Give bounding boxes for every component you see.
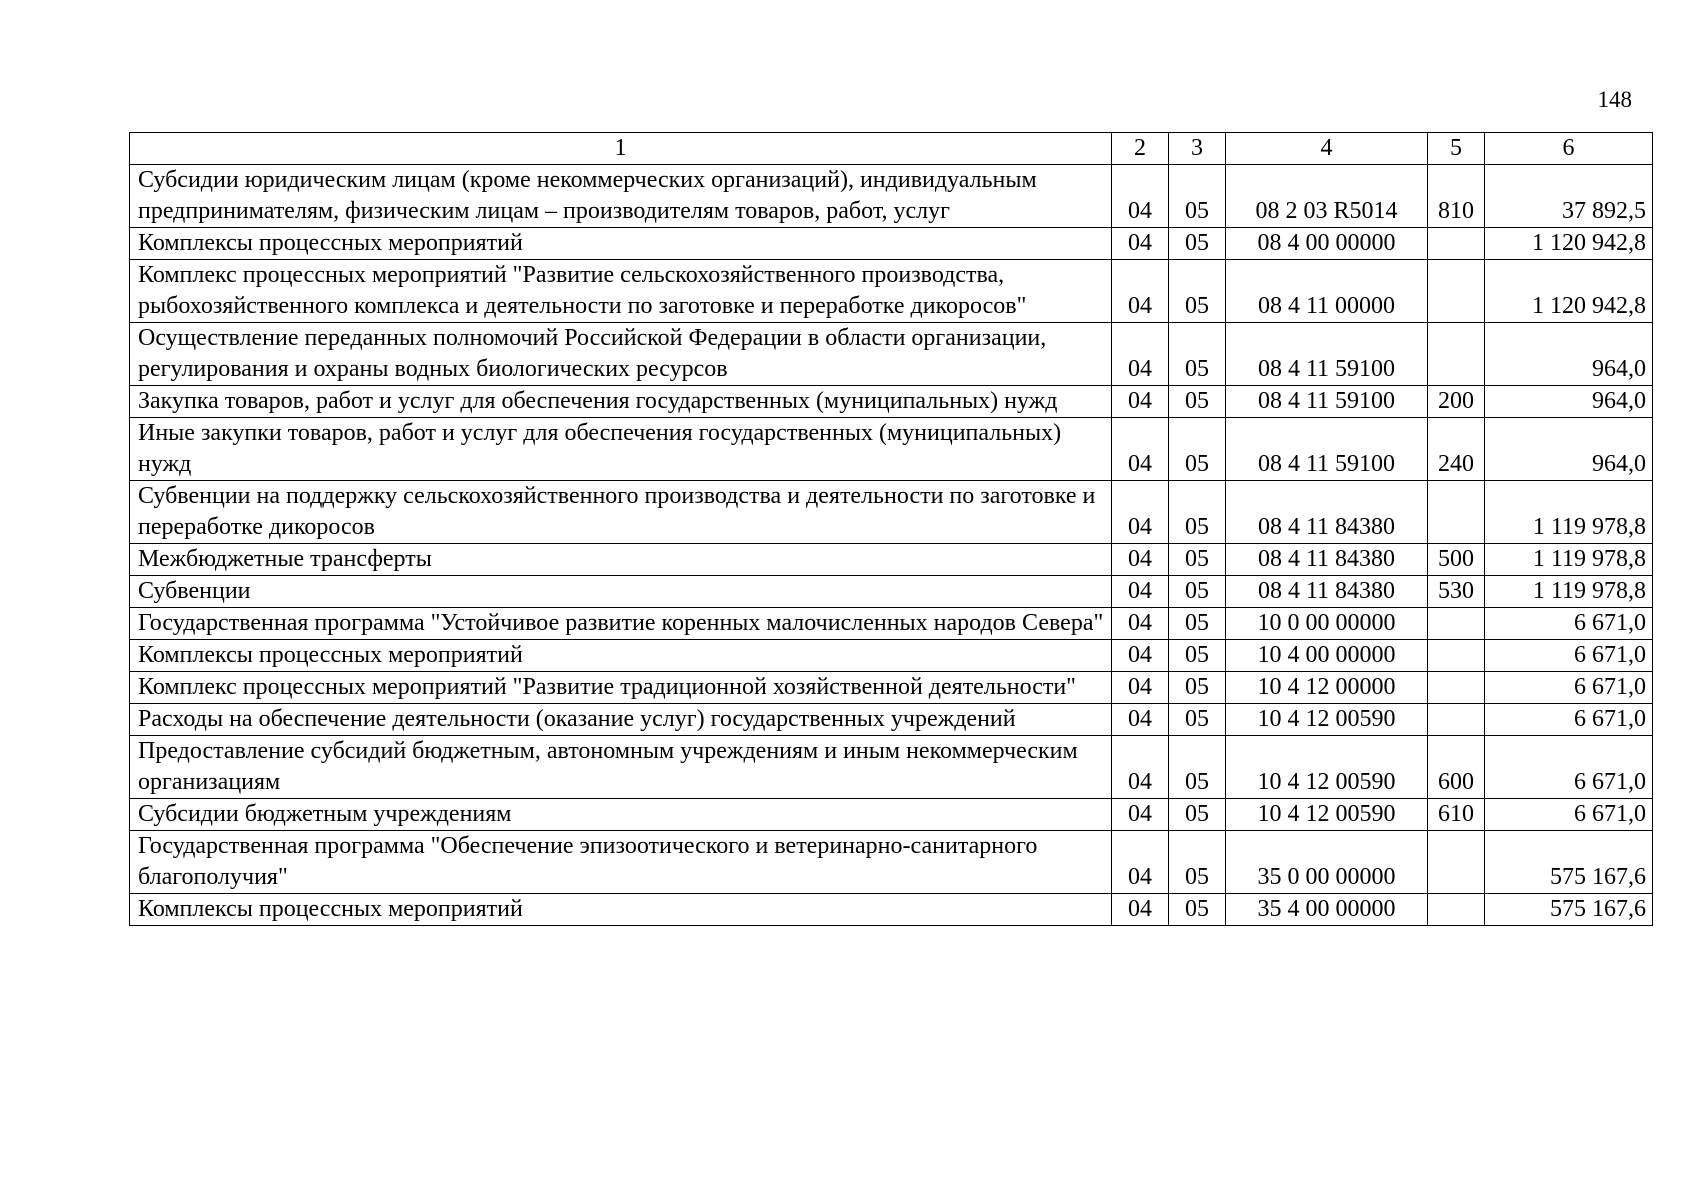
target-article-cell: 08 4 11 84380	[1226, 576, 1428, 608]
section-code-cell: 04	[1112, 576, 1169, 608]
subsection-code-cell: 05	[1169, 831, 1226, 894]
section-code-cell: 04	[1112, 736, 1169, 799]
item-name-cell: Комплексы процессных мероприятий	[130, 228, 1112, 260]
section-code-cell: 04	[1112, 260, 1169, 323]
item-name-cell: Закупка товаров, работ и услуг для обеспечения государственных (муниципальных) нужд	[130, 386, 1112, 418]
table-row	[130, 323, 1653, 386]
expense-type-cell: 200	[1428, 386, 1485, 418]
section-code-cell: 04	[1112, 418, 1169, 481]
item-name-cell: Комплексы процессных мероприятий	[130, 894, 1112, 926]
column-header: 4	[1226, 133, 1428, 165]
subsection-code-cell: 05	[1169, 736, 1226, 799]
table-row	[130, 736, 1653, 799]
expense-type-cell	[1428, 704, 1485, 736]
amount-cell: 1 119 978,8	[1485, 576, 1653, 608]
section-code-cell: 04	[1112, 228, 1169, 260]
expense-type-cell	[1428, 894, 1485, 926]
table-row	[130, 386, 1653, 418]
amount-cell: 1 119 978,8	[1485, 481, 1653, 544]
item-name-cell: Субсидии бюджетным учреждениям	[130, 799, 1112, 831]
item-name-cell: Субвенции на поддержку сельскохозяйственного производства и деятельности по заготовке и переработке дикоросов	[130, 481, 1112, 544]
table-row	[130, 894, 1653, 926]
amount-cell: 1 120 942,8	[1485, 260, 1653, 323]
amount-cell: 1 120 942,8	[1485, 228, 1653, 260]
expense-type-cell	[1428, 608, 1485, 640]
table-row	[130, 831, 1653, 894]
column-header: 6	[1485, 133, 1653, 165]
section-code-cell: 04	[1112, 544, 1169, 576]
amount-cell: 964,0	[1485, 386, 1653, 418]
section-code-cell: 04	[1112, 894, 1169, 926]
target-article-cell: 08 4 11 59100	[1226, 386, 1428, 418]
subsection-code-cell: 05	[1169, 576, 1226, 608]
subsection-code-cell: 05	[1169, 165, 1226, 228]
amount-cell: 575 167,6	[1485, 894, 1653, 926]
target-article-cell: 08 4 11 84380	[1226, 481, 1428, 544]
page-number: 148	[1597, 87, 1632, 112]
target-article-cell: 08 4 11 59100	[1226, 418, 1428, 481]
expense-type-cell: 240	[1428, 418, 1485, 481]
expense-type-cell: 600	[1428, 736, 1485, 799]
section-code-cell: 04	[1112, 799, 1169, 831]
amount-cell: 6 671,0	[1485, 672, 1653, 704]
expense-type-cell: 500	[1428, 544, 1485, 576]
column-header: 3	[1169, 133, 1226, 165]
expense-type-cell	[1428, 640, 1485, 672]
target-article-cell: 10 4 12 00590	[1226, 704, 1428, 736]
target-article-cell: 08 4 00 00000	[1226, 228, 1428, 260]
item-name-cell: Межбюджетные трансферты	[130, 544, 1112, 576]
expense-type-cell	[1428, 323, 1485, 386]
section-code-cell: 04	[1112, 831, 1169, 894]
column-header: 5	[1428, 133, 1485, 165]
target-article-cell: 10 4 12 00590	[1226, 736, 1428, 799]
target-article-cell: 35 4 00 00000	[1226, 894, 1428, 926]
header-row	[130, 133, 1653, 165]
item-name-cell: Комплекс процессных мероприятий "Развитие сельскохозяйственного производства, рыбохозяйственного комплекса и деятельности по заготовке и переработке дикоросов"	[130, 260, 1112, 323]
subsection-code-cell: 05	[1169, 672, 1226, 704]
table-row	[130, 260, 1653, 323]
amount-cell: 6 671,0	[1485, 799, 1653, 831]
amount-cell: 37 892,5	[1485, 165, 1653, 228]
table-row	[130, 672, 1653, 704]
section-code-cell: 04	[1112, 672, 1169, 704]
target-article-cell: 10 4 00 00000	[1226, 640, 1428, 672]
subsection-code-cell: 05	[1169, 704, 1226, 736]
subsection-code-cell: 05	[1169, 418, 1226, 481]
subsection-code-cell: 05	[1169, 608, 1226, 640]
expense-type-cell	[1428, 831, 1485, 894]
table-row	[130, 576, 1653, 608]
table-row	[130, 228, 1653, 260]
item-name-cell: Расходы на обеспечение деятельности (оказание услуг) государственных учреждений	[130, 704, 1112, 736]
section-code-cell: 04	[1112, 481, 1169, 544]
budget-table	[129, 132, 1653, 926]
target-article-cell: 10 4 12 00000	[1226, 672, 1428, 704]
amount-cell: 964,0	[1485, 323, 1653, 386]
expense-type-cell	[1428, 260, 1485, 323]
expense-type-cell	[1428, 481, 1485, 544]
item-name-cell: Государственная программа "Обеспечение эпизоотического и ветеринарно-санитарного благополучия"	[130, 831, 1112, 894]
section-code-cell: 04	[1112, 323, 1169, 386]
subsection-code-cell: 05	[1169, 894, 1226, 926]
subsection-code-cell: 05	[1169, 799, 1226, 831]
target-article-cell: 10 0 00 00000	[1226, 608, 1428, 640]
subsection-code-cell: 05	[1169, 323, 1226, 386]
section-code-cell: 04	[1112, 608, 1169, 640]
target-article-cell: 10 4 12 00590	[1226, 799, 1428, 831]
column-header: 1	[130, 133, 1112, 165]
section-code-cell: 04	[1112, 165, 1169, 228]
table-row	[130, 418, 1653, 481]
expense-type-cell	[1428, 228, 1485, 260]
amount-cell: 6 671,0	[1485, 640, 1653, 672]
target-article-cell: 08 2 03 R5014	[1226, 165, 1428, 228]
item-name-cell: Предоставление субсидий бюджетным, автономным учреждениям и иным некоммерческим организациям	[130, 736, 1112, 799]
column-header: 2	[1112, 133, 1169, 165]
table-row	[130, 608, 1653, 640]
amount-cell: 6 671,0	[1485, 608, 1653, 640]
amount-cell: 575 167,6	[1485, 831, 1653, 894]
section-code-cell: 04	[1112, 386, 1169, 418]
expense-type-cell: 530	[1428, 576, 1485, 608]
section-code-cell: 04	[1112, 704, 1169, 736]
subsection-code-cell: 05	[1169, 481, 1226, 544]
table-row	[130, 704, 1653, 736]
table-row	[130, 799, 1653, 831]
expense-type-cell: 610	[1428, 799, 1485, 831]
table-row	[130, 640, 1653, 672]
subsection-code-cell: 05	[1169, 260, 1226, 323]
table-body	[130, 165, 1653, 926]
subsection-code-cell: 05	[1169, 544, 1226, 576]
subsection-code-cell: 05	[1169, 228, 1226, 260]
target-article-cell: 35 0 00 00000	[1226, 831, 1428, 894]
item-name-cell: Осуществление переданных полномочий Российской Федерации в области организации, регулирования и охраны водных биологических ресурсов	[130, 323, 1112, 386]
item-name-cell: Комплексы процессных мероприятий	[130, 640, 1112, 672]
amount-cell: 964,0	[1485, 418, 1653, 481]
table-row	[130, 544, 1653, 576]
item-name-cell: Иные закупки товаров, работ и услуг для обеспечения государственных (муниципальных) нужд	[130, 418, 1112, 481]
target-article-cell: 08 4 11 00000	[1226, 260, 1428, 323]
amount-cell: 1 119 978,8	[1485, 544, 1653, 576]
subsection-code-cell: 05	[1169, 640, 1226, 672]
target-article-cell: 08 4 11 59100	[1226, 323, 1428, 386]
item-name-cell: Государственная программа "Устойчивое развитие коренных малочисленных народов Севера"	[130, 608, 1112, 640]
amount-cell: 6 671,0	[1485, 736, 1653, 799]
item-name-cell: Субсидии юридическим лицам (кроме некоммерческих организаций), индивидуальным предпринимателям, физическим лицам – производителям товаров, работ, услуг	[130, 165, 1112, 228]
expense-type-cell: 810	[1428, 165, 1485, 228]
table-row	[130, 165, 1653, 228]
table-row	[130, 481, 1653, 544]
subsection-code-cell: 05	[1169, 386, 1226, 418]
target-article-cell: 08 4 11 84380	[1226, 544, 1428, 576]
expense-type-cell	[1428, 672, 1485, 704]
amount-cell: 6 671,0	[1485, 704, 1653, 736]
item-name-cell: Комплекс процессных мероприятий "Развитие традиционной хозяйственной деятельности"	[130, 672, 1112, 704]
section-code-cell: 04	[1112, 640, 1169, 672]
item-name-cell: Субвенции	[130, 576, 1112, 608]
